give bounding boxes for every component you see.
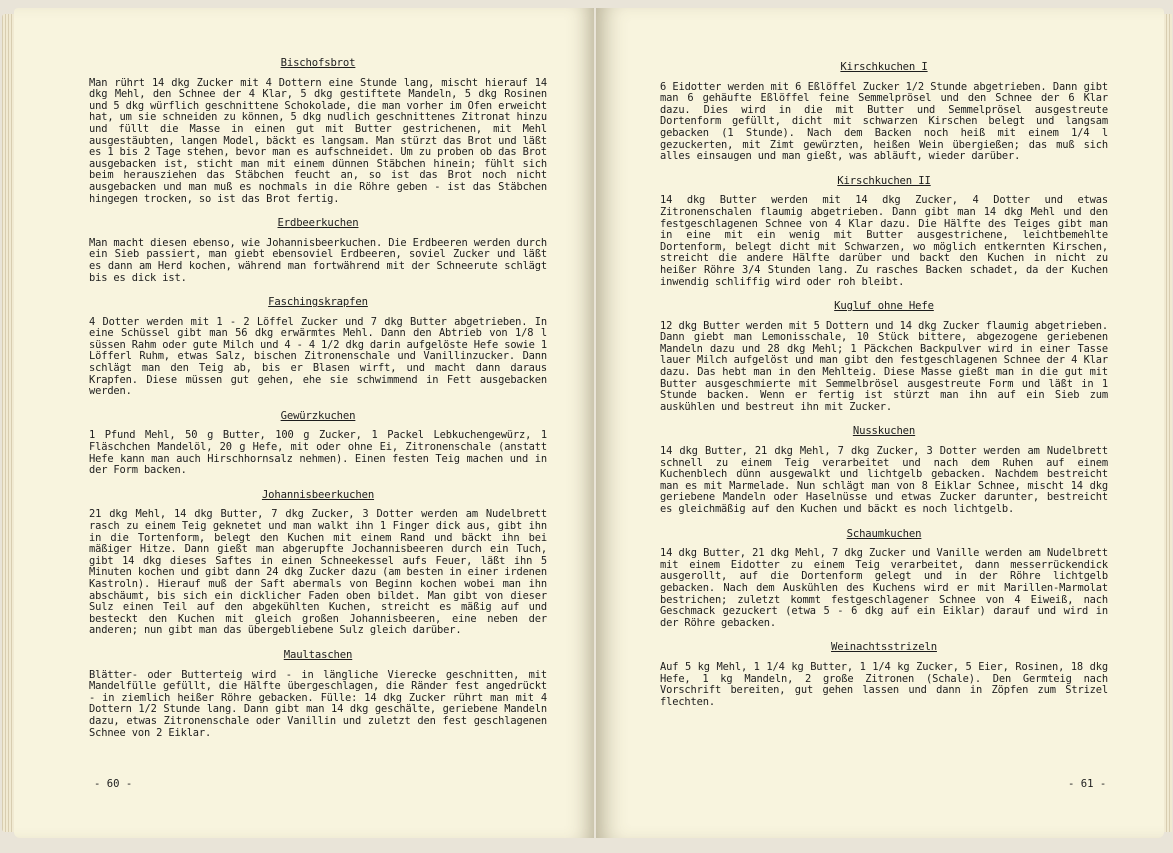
recipe bbox=[89, 650, 547, 739]
recipe-text: 12 dkg Butter werden mit 5 Dottern und 14 dkg Zucker flaumig abgetrieben. Dann giebt man Lemonisschale, 10 Stück bittere, abgezogene geriebenen Mandeln dazu und 28 dkg Mehl; 1 Päckchen Backpulver wird in einer Tasse lauer Milch aufgelöst und man gibt den festgeschlagenen Schnee der 4 Klar dazu. Das hebt man in den Mehlteig. Diese Masse gießt man in die gut mit Butter ausgeschmierte mit Semmelbrösel ausgestreute Form und läßt in 1 Stunde backen. Wenn er fertig ist stürzt man ihn auf ein Sieb zum auskühlen und bestreut ihn mit Zucker. bbox=[660, 319, 1108, 413]
recipe bbox=[660, 301, 1108, 413]
recipe-title: Schaumkuchen bbox=[846, 527, 922, 540]
recipe-text: 6 Eidotter werden mit 6 Eßlöffel Zucker 1/2 Stunde abgetrieben. Dann gibt man 6 gehäufte Eßlöffel feine Semmelprösel und den Schnee der 6 Klar dazu. Dies wird in die mit Butter und Semmelprösel ausgestreute Dortenform gefüllt, dicht mit schwarzen Kirschen belegt und langsam gebacken (1 Stunde). Nach dem Backen noch heiß mit einem 1/4 l gezuckerten, mit Zimt gewürzten, heißen Wein übergießen; das muß sich alles einsaugen und man gießt, was abläuft, wieder darüber. bbox=[660, 80, 1108, 163]
right-page bbox=[596, 8, 1164, 838]
recipe-title: Weinachtsstrizeln bbox=[831, 641, 937, 654]
recipe bbox=[660, 426, 1108, 515]
recipe bbox=[660, 642, 1108, 708]
recipe-title: Maultaschen bbox=[283, 648, 353, 661]
recipe-text: 4 Dotter werden mit 1 - 2 Löffel Zucker und 7 dkg Butter abgetrieben. In eine Schüssel gibt man 56 dkg erwärmtes Mehl. Dann den Abtrieb von 1/8 l süssen Rahm oder gute Milch und 4 - 4 1/2 dkg darin aufgelöste Hefe sowie 1 Löfferl Ruhm, etwas Salz, bischen Zitronenschale und Vanillinzucker. Dann schlägt man den Teig ab, bis er Blasen wirft, und macht dann daraus Krapfen. Diese müssen gut gehen, ehe sie schwimmend in Fett ausgebacken werden. bbox=[89, 315, 547, 398]
recipe-text: Auf 5 kg Mehl, 1 1/4 kg Butter, 1 1/4 kg Zucker, 5 Eier, Rosinen, 18 dkg Hefe, 1 kg Mandeln, 2 große Zitronen (Schale). Den Germteig nach Vorschrift bereiten, gut gehen lassen und dann in Zöpfen zum Strizel flechten. bbox=[660, 660, 1108, 708]
recipe bbox=[89, 297, 547, 398]
left-page bbox=[14, 8, 594, 838]
recipe bbox=[660, 529, 1108, 630]
recipe-text: 14 dkg Butter werden mit 14 dkg Zucker, 4 Dotter und etwas Zitronenschalen flaumig abgetrieben. Dann gibt man 14 dkg Mehl und den festgeschlagenen Schnee von 4 Klar dazu. Die Hälfte des Teiges gibt man in eine mit ein wenig mit Butter ausgestrichene, leichtbemehlte Dortenform, belegt dicht mit Schwarzen, wo möglich entkernten Kirschen, streicht die andere Hälfte darüber und backt den Kuchen in nicht zu heißer Röhre 3/4 Stunden lang. Zu rasches Backen schadet, da der Kuchen inwendig schliffig wird oder roh bleibt. bbox=[660, 194, 1108, 288]
recipe-text: Man rührt 14 dkg Zucker mit 4 Dottern eine Stunde lang, mischt hierauf 14 dkg Mehl, den Schnee der 4 Klar, 5 dkg gestiftete Mandeln, 5 dkg Rosinen und 5 dkg würflich geschnittene Schokolade, die man vorher im Ofen erweicht hat, um sie schneiden zu können, 5 dkg nudlich geschnittenes Zitronat hinzu und füllt die Masse in einen gut mit Butter gestrichenen, mit Mehl ausgestäubten, langen Model, bäckt es langsam. Man stürzt das Brot und läßt es 1 bis 2 Tage stehen, bevor man es aufschneidet. Um zu proben ob das Brot ausgebacken ist, sticht man mit einem dünnen Stäbchen hinein; fühlt sich beim herausziehen das Stäbchen feucht an, so ist das Brot noch nicht ausgebacken und man muß es nochmals in die Röhre geben - ist das Stäbchen hingegen trocken, so ist das Brot fertig. bbox=[89, 76, 547, 205]
recipe bbox=[89, 411, 547, 477]
recipe bbox=[89, 218, 547, 284]
recipe-title: Kirschkuchen II bbox=[837, 174, 931, 187]
recipe-text: Blätter- oder Butterteig wird - in längliche Vierecke geschnitten, mit Mandelfülle gefüllt, die Hälfte übergeschlagen, die Ränder fest angedrückt - in ziemlich heißer Röhre gebacken. Fülle: 14 dkg Zucker rührt man mit 4 Dottern 1/2 Stunde lang. Dann gibt man 14 dkg geschälte, geriebene Mandeln dazu, etwas Zitronenschale oder Vanillin und zuletzt den fest geschlagenen Schnee von 2 Eiklar. bbox=[89, 668, 547, 739]
recipe-title: Bischofsbrot bbox=[280, 57, 356, 69]
recipe-title: Nusskuchen bbox=[852, 425, 916, 438]
recipe-title: Kirschkuchen I bbox=[840, 61, 928, 73]
right-page-content bbox=[660, 62, 1108, 721]
recipe bbox=[89, 58, 547, 205]
recipe-text: 21 dkg Mehl, 14 dkg Butter, 7 dkg Zucker, 3 Dotter werden am Nudelbrett rasch zu einem Teig geknetet und man walkt ihn 1 Finger dick aus, gibt ihn in die Tortenform, belegt den Kuchen mit einem Rand und bäckt ihn bei mäßiger Hitze. Dann gießt man abgerupfte Jochannisbeeren durch ein Tuch, gibt 14 dkg dieses Saftes in einen Schneekessel aufs Feuer, läßt ihn 5 Minuten kochen und gibt dann 24 dkg Zucker dazu (am besten in einer irdenen Kastroln). Hierauf muß der Saft abermals von Beginn kochen wobei man ihn abschäumt, bis sich ein dicklicher Faden oben bildet. Man gibt von dieser Sulz einen Teil auf den abgekühlten Kuchen, streicht es mäßig auf und besteckt den Kuchen mit gleich großen Johannisbeeren, eine neben der anderen; nun gibt man das übergebliebene Sulz gleich darüber. bbox=[89, 508, 547, 637]
recipe-text: 14 dkg Butter, 21 dkg Mehl, 7 dkg Zucker und Vanille werden am Nudelbrett mit einem Eidotter zu einem Teig verarbeitet, dann messerrückendick ausgerollt, auf die Dortenform gelegt und in der Röhre lichtgelb gebacken. Nach dem Auskühlen des Kuchens wird er mit Marillen-Marmolat bestrichen; zuletzt kommt festgeschlagener Schnee von 4 Eiweiß, nach Geschmack gezuckert (etwa 5 - 6 dkg auf ein Eiklar) darauf und wird in der Röhre gebacken. bbox=[660, 547, 1108, 629]
page-number: - 61 - bbox=[1068, 778, 1107, 790]
recipe-title: Erdbeerkuchen bbox=[277, 217, 359, 230]
recipe-title: Faschingskrapfen bbox=[268, 296, 368, 309]
recipe-title: Johannisbeerkuchen bbox=[261, 488, 375, 501]
recipe-title: Gewürzkuchen bbox=[280, 409, 356, 422]
page-number: - 60 - bbox=[94, 778, 133, 790]
recipe-text: 1 Pfund Mehl, 50 g Butter, 100 g Zucker, 1 Packel Lebkuchengewürz, 1 Fläschchen Mandelöl, 20 g Hefe, mit oder ohne Ei, Zitronenschale (anstatt Hefe kann man auch Hirschhornsalz nehmen). Einen festen Teig machen und in der Form backen. bbox=[89, 429, 547, 477]
recipe bbox=[660, 176, 1108, 288]
recipe bbox=[89, 490, 547, 637]
left-page-content bbox=[89, 58, 547, 752]
recipe-text: Man macht diesen ebenso, wie Johannisbeerkuchen. Die Erdbeeren werden durch ein Sieb passiert, man giebt ebensoviel Erdbeeren, soviel Zucker und läßt es dann am Herd kochen, während man fortwährend mit der Schneerute schlägt bis es dick ist. bbox=[89, 236, 547, 284]
recipe-text: 14 dkg Butter, 21 dkg Mehl, 7 dkg Zucker, 3 Dotter werden am Nudelbrett schnell zu einem Teig verarbeitet und nach dem Ruhen auf einem Kuchenblech dünn ausgewalkt und lichtgelb gebacken. Nachdem bestreicht man es mit Marmelade. Nun schlägt man von 8 Eiklar Schnee, mischt 14 dkg geriebene Mandeln oder Haselnüsse und etwas Zucker darunter, bestreicht es gleichmäßig auf den Kuchen und bäckt es noch lichtgelb. bbox=[660, 445, 1108, 515]
recipe-title: Kugluf ohne Hefe bbox=[834, 300, 934, 313]
recipe bbox=[660, 62, 1108, 163]
